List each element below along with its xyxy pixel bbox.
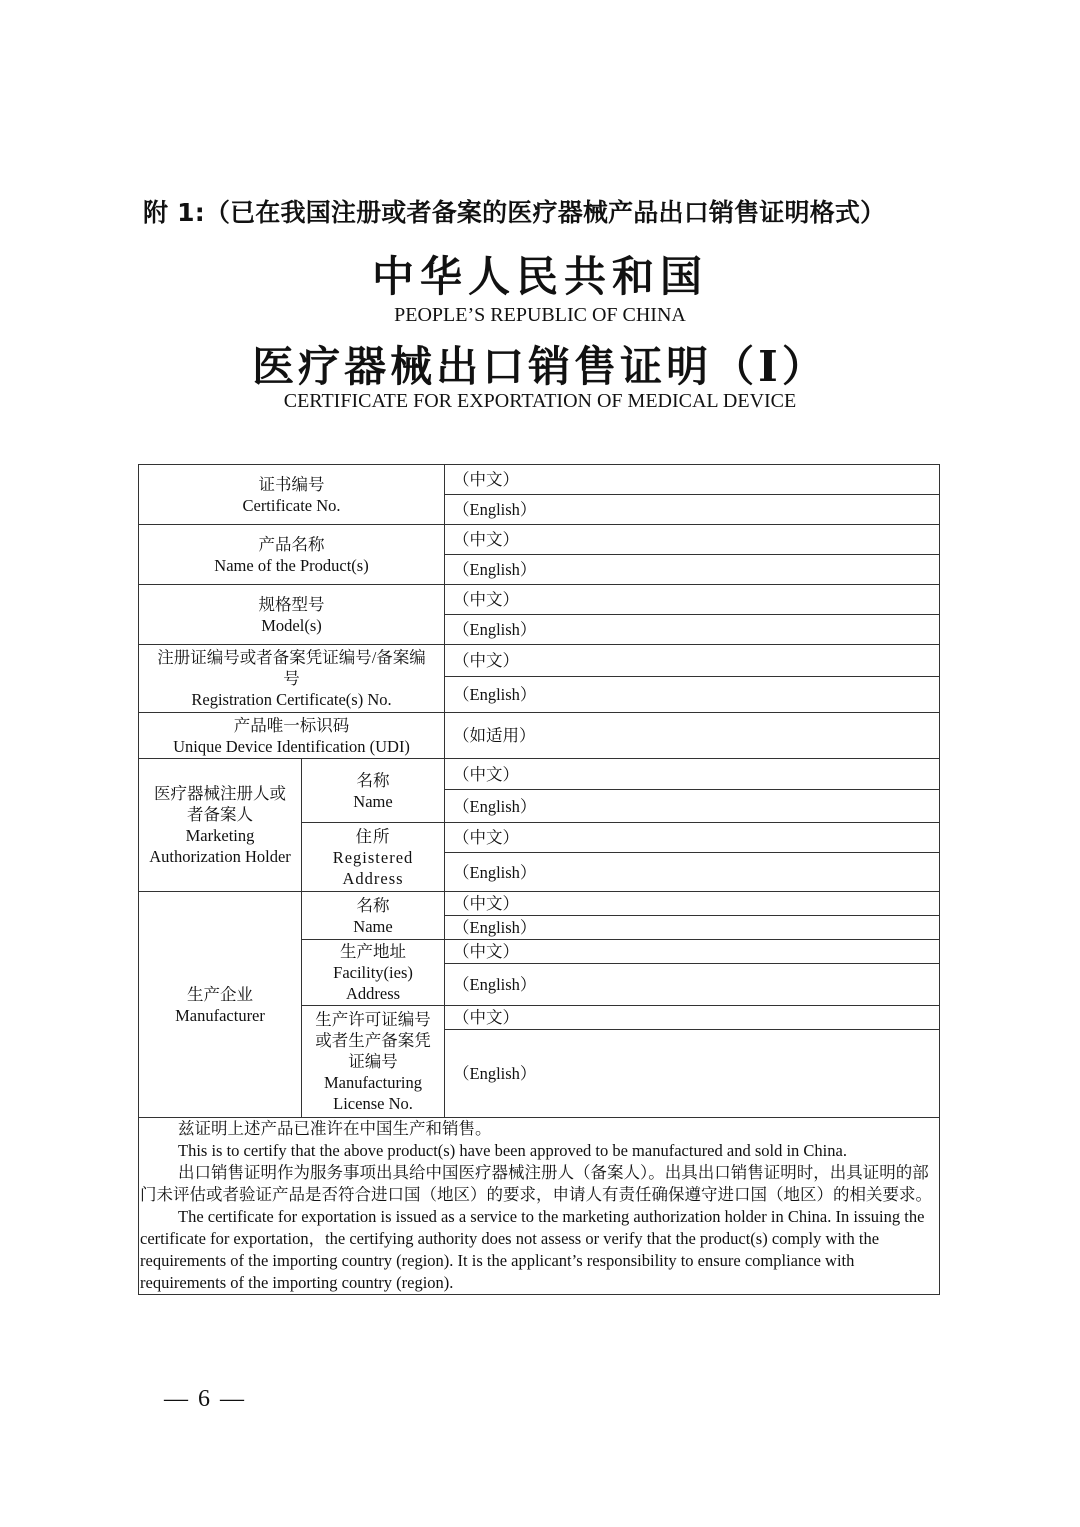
mah-name-en-field[interactable]: （English） [445,790,940,823]
model-label: 规格型号 Model(s) [139,585,445,645]
product-name-cn-field[interactable]: （中文） [445,525,940,555]
registration-no-en-field[interactable]: （English） [445,677,940,713]
manufacturer-name-en-field[interactable]: （English） [445,916,940,940]
udi-row [139,713,940,759]
manufacturer-facility-cn-field[interactable]: （中文） [445,940,940,964]
registration-no-row [139,645,940,677]
certificate-no-label: 证书编号 Certificate No. [139,465,445,525]
product-name-label: 产品名称 Name of the Product(s) [139,525,445,585]
registration-no-label: 注册证编号或者备案凭证编号/备案编 号 Registration Certificate(s) No. [139,645,445,713]
manufacturer-license-label: 生产许可证编号 或者生产备案凭 证编号 Manufacturing License No. [302,1006,445,1118]
page-number: — 6 — [164,1386,246,1412]
statement-p1-cn: 兹证明上述产品已准许在中国生产和销售。 [178,1119,492,1138]
statement-p1-en: This is to certify that the above product(s) have been approved to be manufactured and sold in China. [178,1141,847,1160]
product-name-en-field[interactable]: （English） [445,555,940,585]
udi-field[interactable]: （如适用） [445,713,940,759]
registration-no-cn-field[interactable]: （中文） [445,645,940,677]
manufacturer-facility-en-field[interactable]: （English） [445,964,940,1006]
udi-label: 产品唯一标识码 Unique Device Identification (UDI) [139,713,445,759]
certificate-title-en: CERTIFICATE FOR EXPORTATION OF MEDICAL DEVICE [283,390,797,412]
country-title-en: PEOPLE’S REPUBLIC OF CHINA [394,304,686,326]
statement-cell [139,1118,940,1295]
model-row [139,585,940,615]
manufacturer-facility-label: 生产地址 Facility(ies) Address [302,940,445,1006]
annex-heading: 附 1:（已在我国注册或者备案的医疗器械产品出口销售证明格式） [143,198,886,227]
certificate-no-en-field[interactable]: （English） [445,495,940,525]
mah-name-row [139,759,940,790]
model-en-field[interactable]: （English） [445,615,940,645]
mah-address-en-field[interactable]: （English） [445,853,940,892]
country-title-cn: 中华人民共和国 [371,252,708,301]
statement-row [139,1118,940,1295]
mah-name-label: 名称 Name [302,759,445,823]
statement-p2-cn: 出口销售证明作为服务事项出具给中国医疗器械注册人（备案人）。出具出口销售证明时，出具证明的部门未评估或者验证产品是否符合进口国（地区）的要求，申请人有责任确保遵守进口国（地区）的相关要求。 [140,1163,932,1204]
statement-p2-en: The certificate for exportation is issued as a service to the marketing authorization holder in China. In issuing the certificate for exportation，the certifying authority does not assess or verify that the product(s) comply with the requirements of the importing country (region). It is the applicant’s responsibility to ensure compliance with requirements of the importing country (region). [140,1207,925,1292]
mah-address-label: 住所 Registered Address [302,823,445,892]
manufacturer-label: 生产企业 Manufacturer [139,892,302,1118]
manufacturer-license-cn-field[interactable]: （中文） [445,1006,940,1030]
mah-label: 医疗器械注册人或 者备案人 Marketing Authorization Holder [139,759,302,892]
manufacturer-name-row [139,892,940,916]
certificate-no-cn-field[interactable]: （中文） [445,465,940,495]
manufacturer-name-cn-field[interactable]: （中文） [445,892,940,916]
model-cn-field[interactable]: （中文） [445,585,940,615]
mah-address-cn-field[interactable]: （中文） [445,823,940,853]
manufacturer-name-label: 名称 Name [302,892,445,940]
certificate-table [138,464,940,1295]
mah-name-cn-field[interactable]: （中文） [445,759,940,790]
product-name-row [139,525,940,555]
certificate-no-row [139,465,940,495]
manufacturer-license-en-field[interactable]: （English） [445,1030,940,1118]
certificate-title-cn: 医疗器械出口销售证明（I） [252,342,828,391]
